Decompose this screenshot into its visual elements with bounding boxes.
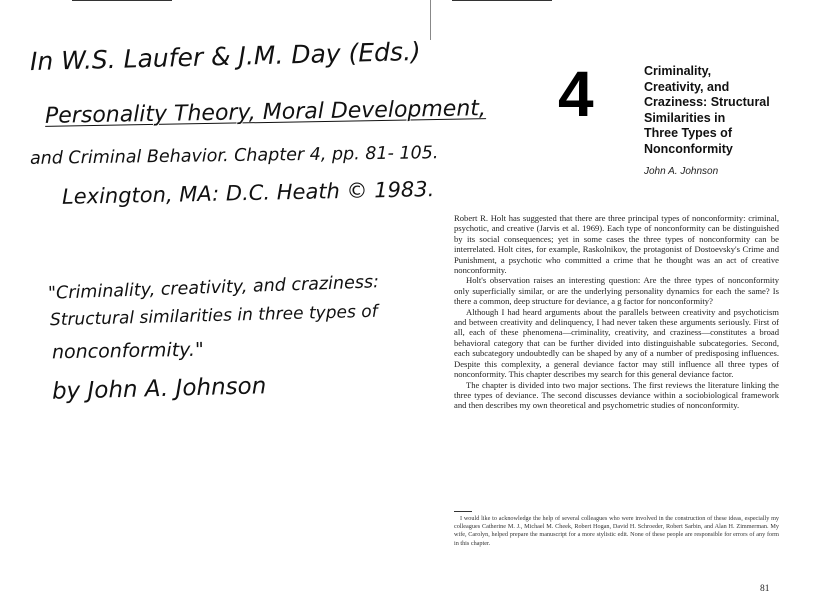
chapter-title-line: Creativity, and (644, 79, 730, 94)
chapter-body (454, 213, 779, 411)
chapter-title (644, 64, 770, 158)
footnote: I would like to acknowledge the help of several colleagues who were involved in the construction of these ideas, especially my colleagues Catherine M. J., Michael M. Cheek, Robert Hogan, David H. Schroeder, Robert Sarbin, and Alan H. Zimmerman. My wife, Carolyn, helped prepare the manuscript for a more stylistic edit. None of these people are responsible for errors of any form in this chapter. (454, 515, 779, 547)
page-number: 81 (760, 584, 770, 594)
citation-line-2: Personality Theory, Moral Development, (44, 96, 487, 129)
body-paragraph: Holt's observation raises an interesting question: Are the three types of nonconformity only superficially similar, or are the underlying personality dynamics for each the same? Is there a common, deep structure for deviance, a g factor for nonconformity? (454, 275, 779, 307)
chapter-title-line: Craziness: Structural (644, 95, 770, 110)
body-paragraph: Although I had heard arguments about the parallels between creativity and psychoticism and between creativity and delinquency, I had never taken these arguments seriously. First of all, each of these phenomena—criminality, creativity, and craziness—constitutes a broad behavioral category that can be further divided into distinguishable subcategories. Second, each subcategory undoubtedly can be shaped by any of a number of predisposing influences. Despite this complexity, a general deviance factor may still influence all three types of nonconformity. This chapter describes my search for this general deviance factor. (454, 306, 779, 380)
body-paragraph: Robert R. Holt has suggested that there are three principal types of nonconformity: criminal, psychotic, and creative (Jarvis et al. 1969). Each type of nonconformity can be distinguished by its social consequences; yet in some cases the three types of nonconformity can be interrelated. Holt cites, for example, Raskolnikov, the protagonist of Dostoevsky's Crime and Punishment, a psychotic who committed a crime that he thought was an act of creative nonconformity. (454, 213, 779, 276)
chapter-number: 4 (558, 58, 594, 130)
title-line-3: nonconformity." (51, 338, 204, 364)
footnote-rule (454, 511, 472, 512)
left-top-rule (72, 0, 172, 1)
title-line-2: Structural similarities in three types of (49, 301, 378, 331)
citation-line-4: Lexington, MA: D.C. Heath © 1983. (61, 177, 435, 209)
title-line-1: "Criminality, creativity, and craziness: (47, 272, 380, 304)
chapter-title-line: Nonconformity (644, 141, 733, 156)
chapter-author: John A. Johnson (644, 166, 719, 177)
body-paragraph: The chapter is divided into two major sections. The first reviews the literature linking the three types of deviance. The second discusses deviance within a sociobiological framework and then describes my own theoretical and psychometric studies of nonconformity. (454, 379, 779, 411)
right-top-rule (452, 0, 552, 1)
chapter-title-line: Similarities in (644, 110, 726, 125)
title-line-4: by John A. Johnson (51, 373, 267, 405)
page-gutter (430, 0, 431, 40)
chapter-title-line: Three Types of (644, 126, 732, 141)
citation-line-3: and Criminal Behavior. Chapter 4, pp. 81- 105. (29, 143, 439, 169)
citation-line-1: In W.S. Laufer & J.M. Day (Eds.) (29, 36, 422, 77)
chapter-title-line: Criminality, (644, 64, 712, 78)
